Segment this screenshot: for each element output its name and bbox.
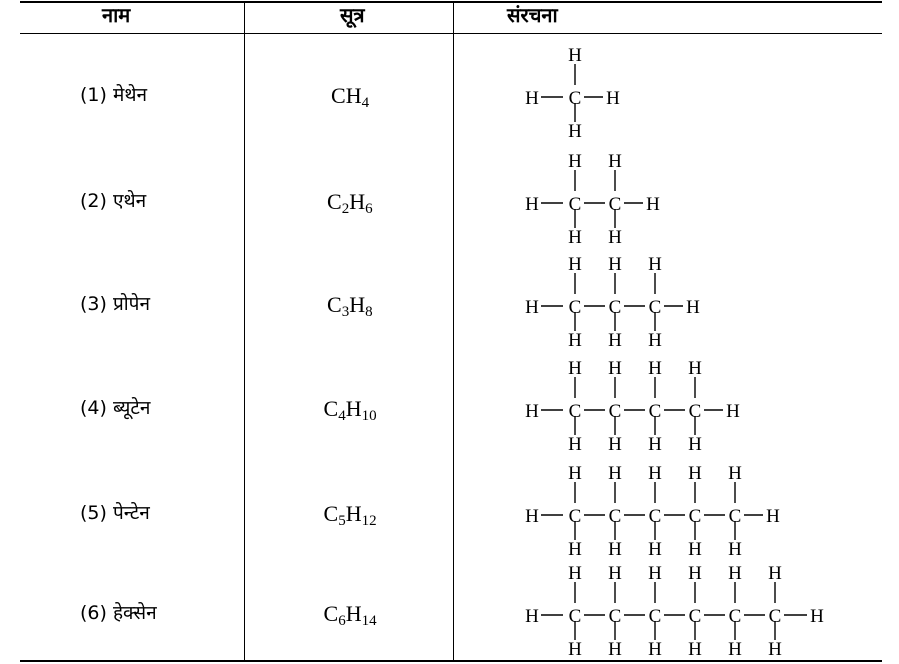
formula-hydrogen-count: 12 [361, 513, 377, 529]
hydrogen-atom: H [688, 434, 702, 455]
hydrogen-atom: H [648, 358, 662, 379]
hydrogen-atom: H [568, 330, 582, 351]
hydrogen-atom: H [648, 434, 662, 455]
hydrogen-atom: H [608, 463, 622, 484]
formula-carbon: C [331, 83, 346, 108]
hydrogen-atom: H [568, 539, 582, 560]
formula-hydrogen-count: 6 [365, 201, 373, 217]
formula-hydrogen: H [345, 501, 362, 526]
carbon-atom: C [608, 506, 622, 527]
hydrogen-atom: H [568, 639, 582, 660]
header-structure: संरचना [507, 3, 558, 27]
hydrogen-atom: H [648, 330, 662, 351]
hydrogen-atom: H [525, 88, 539, 109]
row-name: (2) एथेन [80, 190, 147, 212]
carbon-atom: C [648, 401, 662, 422]
hydrogen-atom: H [686, 297, 700, 318]
header-formula: सूत्र [340, 3, 365, 27]
hydrogen-atom: H [688, 563, 702, 584]
carbon-atom: C [648, 606, 662, 627]
carbon-atom: C [688, 506, 702, 527]
formula-hydrogen: H [349, 189, 366, 214]
hydrogen-atom: H [525, 297, 539, 318]
formula-carbon: C [323, 501, 339, 526]
hydrogen-atom: H [606, 88, 620, 109]
hydrogen-atom: H [608, 151, 622, 172]
hydrogen-atom: H [608, 358, 622, 379]
carbon-atom: C [568, 194, 582, 215]
carbon-atom: C [608, 297, 622, 318]
formula-carbon-count: 5 [338, 513, 346, 529]
formula-hydrogen-count: 10 [361, 408, 377, 424]
hydrogen-atom: H [608, 563, 622, 584]
carbon-atom: C [768, 606, 782, 627]
formula-carbon: C [323, 601, 339, 626]
hydrogen-atom: H [648, 639, 662, 660]
hydrogen-atom: H [688, 358, 702, 379]
hydrogen-atom: H [646, 194, 660, 215]
hydrogen-atom: H [608, 539, 622, 560]
hydrogen-atom: H [568, 358, 582, 379]
hydrogen-atom: H [608, 434, 622, 455]
row-name: (1) मेथेन [80, 84, 148, 106]
hydrogen-atom: H [728, 563, 742, 584]
row-name: (4) ब्यूटेन [80, 397, 151, 419]
carbon-atom: C [648, 506, 662, 527]
carbon-atom: C [688, 401, 702, 422]
hydrogen-atom: H [568, 227, 582, 248]
hydrogen-atom: H [766, 506, 780, 527]
carbon-atom: C [568, 88, 582, 109]
hydrogen-atom: H [688, 463, 702, 484]
hydrogen-atom: H [568, 254, 582, 275]
formula-carbon: C [323, 396, 339, 421]
hydrogen-atom: H [608, 227, 622, 248]
hydrogen-atom: H [688, 639, 702, 660]
carbon-atom: C [568, 506, 582, 527]
formula-hydrogen-count: 14 [361, 613, 377, 629]
hydrogen-atom: H [525, 401, 539, 422]
formula-carbon-count: 3 [341, 304, 350, 320]
hydrogen-atom: H [728, 539, 742, 560]
hydrogen-atom: H [768, 639, 782, 660]
formula-hydrogen: H [345, 83, 362, 108]
hydrogen-atom: H [568, 563, 582, 584]
carbon-atom: C [568, 606, 582, 627]
hydrogen-atom: H [568, 434, 582, 455]
formula-carbon: C [327, 292, 342, 317]
hydrogen-atom: H [525, 194, 539, 215]
hydrogen-atom: H [608, 330, 622, 351]
formula-carbon-count: 4 [338, 408, 346, 424]
hydrogen-atom: H [525, 506, 539, 527]
hydrogen-atom: H [688, 539, 702, 560]
formula-hydrogen-count: 8 [365, 304, 373, 320]
formula-carbon-count: 2 [341, 201, 350, 217]
formula-hydrogen: H [349, 292, 366, 317]
carbon-atom: C [608, 606, 622, 627]
carbon-atom: C [608, 194, 622, 215]
carbon-atom: C [688, 606, 702, 627]
hydrogen-atom: H [608, 639, 622, 660]
carbon-atom: C [728, 506, 742, 527]
formula-hydrogen-count: 4 [361, 95, 370, 111]
hydrogen-atom: H [568, 463, 582, 484]
hydrogen-atom: H [525, 606, 539, 627]
hydrogen-atom: H [568, 151, 582, 172]
hydrogen-atom: H [648, 254, 662, 275]
formula-carbon: C [327, 189, 342, 214]
hydrogen-atom: H [768, 563, 782, 584]
hydrogen-atom: H [648, 463, 662, 484]
hydrogen-atom: H [568, 121, 582, 142]
hydrogen-atom: H [728, 639, 742, 660]
carbon-atom: C [648, 297, 662, 318]
formula-hydrogen: H [345, 601, 362, 626]
hydrogen-atom: H [648, 563, 662, 584]
hydrogen-atom: H [728, 463, 742, 484]
row-name: (3) प्रोपेन [80, 293, 151, 315]
carbon-atom: C [728, 606, 742, 627]
hydrogen-atom: H [568, 45, 582, 66]
hydrogen-atom: H [726, 401, 740, 422]
hydrogen-atom: H [608, 254, 622, 275]
carbon-atom: C [568, 401, 582, 422]
row-name: (5) पेन्टेन [80, 502, 150, 524]
carbon-atom: C [608, 401, 622, 422]
hydrogen-atom: H [648, 539, 662, 560]
formula-carbon-count: 6 [338, 613, 346, 629]
row-name: (6) हेक्सेन [80, 602, 157, 624]
carbon-atom: C [568, 297, 582, 318]
header-name: नाम [102, 3, 131, 27]
formula-hydrogen: H [345, 396, 362, 421]
hydrogen-atom: H [810, 606, 824, 627]
